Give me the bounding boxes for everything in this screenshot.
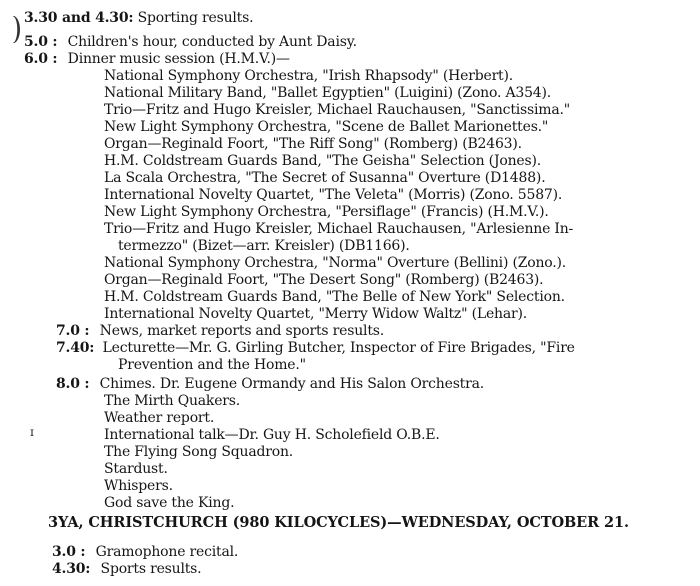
- entry-time: 7.0 :: [56, 323, 90, 339]
- music-item: Organ—Reginald Foort, "The Riff Song" (Romberg) (B2463).: [104, 136, 522, 152]
- music-item: National Symphony Orchestra, "Irish Rhapsody" (Herbert).: [104, 68, 513, 84]
- entry-text: Chimes. Dr. Eugene Ormandy and His Salon Orchestra.: [99, 376, 484, 392]
- programme-entry-7-0: [56, 323, 384, 340]
- programme-item: Whispers.: [104, 478, 173, 494]
- music-item-continued: termezzo" (Bizet—arr. Kreisler) (DB1166).: [118, 238, 410, 254]
- music-item: Organ—Reginald Foort, "The Desert Song" (Romberg) (B2463).: [104, 272, 544, 288]
- music-item: New Light Symphony Orchestra, "Scene de Ballet Marionettes.": [104, 119, 549, 135]
- programme-entry-8-0: [56, 376, 484, 393]
- entry-time: 8.0 :: [56, 376, 90, 392]
- entry-text: Sports results.: [100, 561, 202, 577]
- entry-time: 3.30 and 4.30:: [24, 10, 134, 26]
- programme-item: Weather report.: [104, 410, 215, 426]
- entry-text-continued: Prevention and the Home.": [118, 357, 306, 373]
- music-item: La Scala Orchestra, "The Secret of Susanna" Overture (D1488).: [104, 170, 546, 186]
- music-item: H.M. Coldstream Guards Band, "The Geisha" Selection (Jones).: [104, 153, 541, 169]
- entry-time: 5.0 :: [24, 34, 58, 50]
- entry-time: 6.0 :: [24, 51, 58, 67]
- programme-entry-6-0: [24, 51, 290, 68]
- programme-item: Stardust.: [104, 461, 168, 477]
- music-item: Trio—Fritz and Hugo Kreisler, Michael Rauchausen, "Arlesienne In-: [104, 221, 574, 237]
- music-item: International Novelty Quartet, "Merry Widow Waltz" (Lehar).: [104, 306, 527, 322]
- programme-entry-5-0: [24, 34, 357, 51]
- music-item: Trio—Fritz and Hugo Kreisler, Michael Rauchausen, "Sanctissima.": [104, 102, 570, 118]
- programme-entry-4-30: [52, 561, 201, 578]
- entry-time: 7.40:: [56, 340, 95, 356]
- music-item: H.M. Coldstream Guards Band, "The Belle of New York" Selection.: [104, 289, 565, 305]
- entry-text: Dinner music session (H.M.V.)—: [67, 51, 290, 67]
- entry-text: Gramophone recital.: [95, 544, 239, 560]
- programme-item: International talk—Dr. Guy H. Scholefield O.B.E.: [104, 427, 440, 443]
- music-item: International Novelty Quartet, "The Veleta" (Morris) (Zono. 5587).: [104, 187, 563, 203]
- programme-entry-3-0: [52, 544, 238, 561]
- entry-time: 3.0 :: [52, 544, 86, 560]
- entry-text: Lecturette—Mr. G. Girling Butcher, Inspector of Fire Brigades, "Fire: [102, 340, 575, 356]
- programme-item: The Flying Song Squadron.: [104, 444, 294, 460]
- programme-entry-3-30: [24, 10, 253, 27]
- entry-text: Children's hour, conducted by Aunt Daisy.: [67, 34, 357, 50]
- print-mark-left-bracket: ❩: [10, 12, 23, 47]
- programme-item: The Mirth Quakers.: [104, 393, 241, 409]
- music-item: New Light Symphony Orchestra, "Persiflage" (Francis) (H.M.V.).: [104, 204, 549, 220]
- programme-entry-7-40: [56, 340, 575, 357]
- music-item: National Symphony Orchestra, "Norma" Overture (Bellini) (Zono.).: [104, 255, 567, 271]
- entry-time: 4.30:: [52, 561, 91, 577]
- station-heading: 3YA, CHRISTCHURCH (980 KILOCYCLES)—WEDNESDAY, OCTOBER 21.: [48, 514, 629, 531]
- music-item: National Military Band, "Ballet Egyptien" (Luigini) (Zono. A354).: [104, 85, 552, 101]
- entry-text: Sporting results.: [137, 10, 254, 26]
- print-mark-speck: ɪ: [30, 425, 34, 439]
- programme-item: God save the King.: [104, 495, 235, 511]
- entry-text: News, market reports and sports results.: [99, 323, 384, 339]
